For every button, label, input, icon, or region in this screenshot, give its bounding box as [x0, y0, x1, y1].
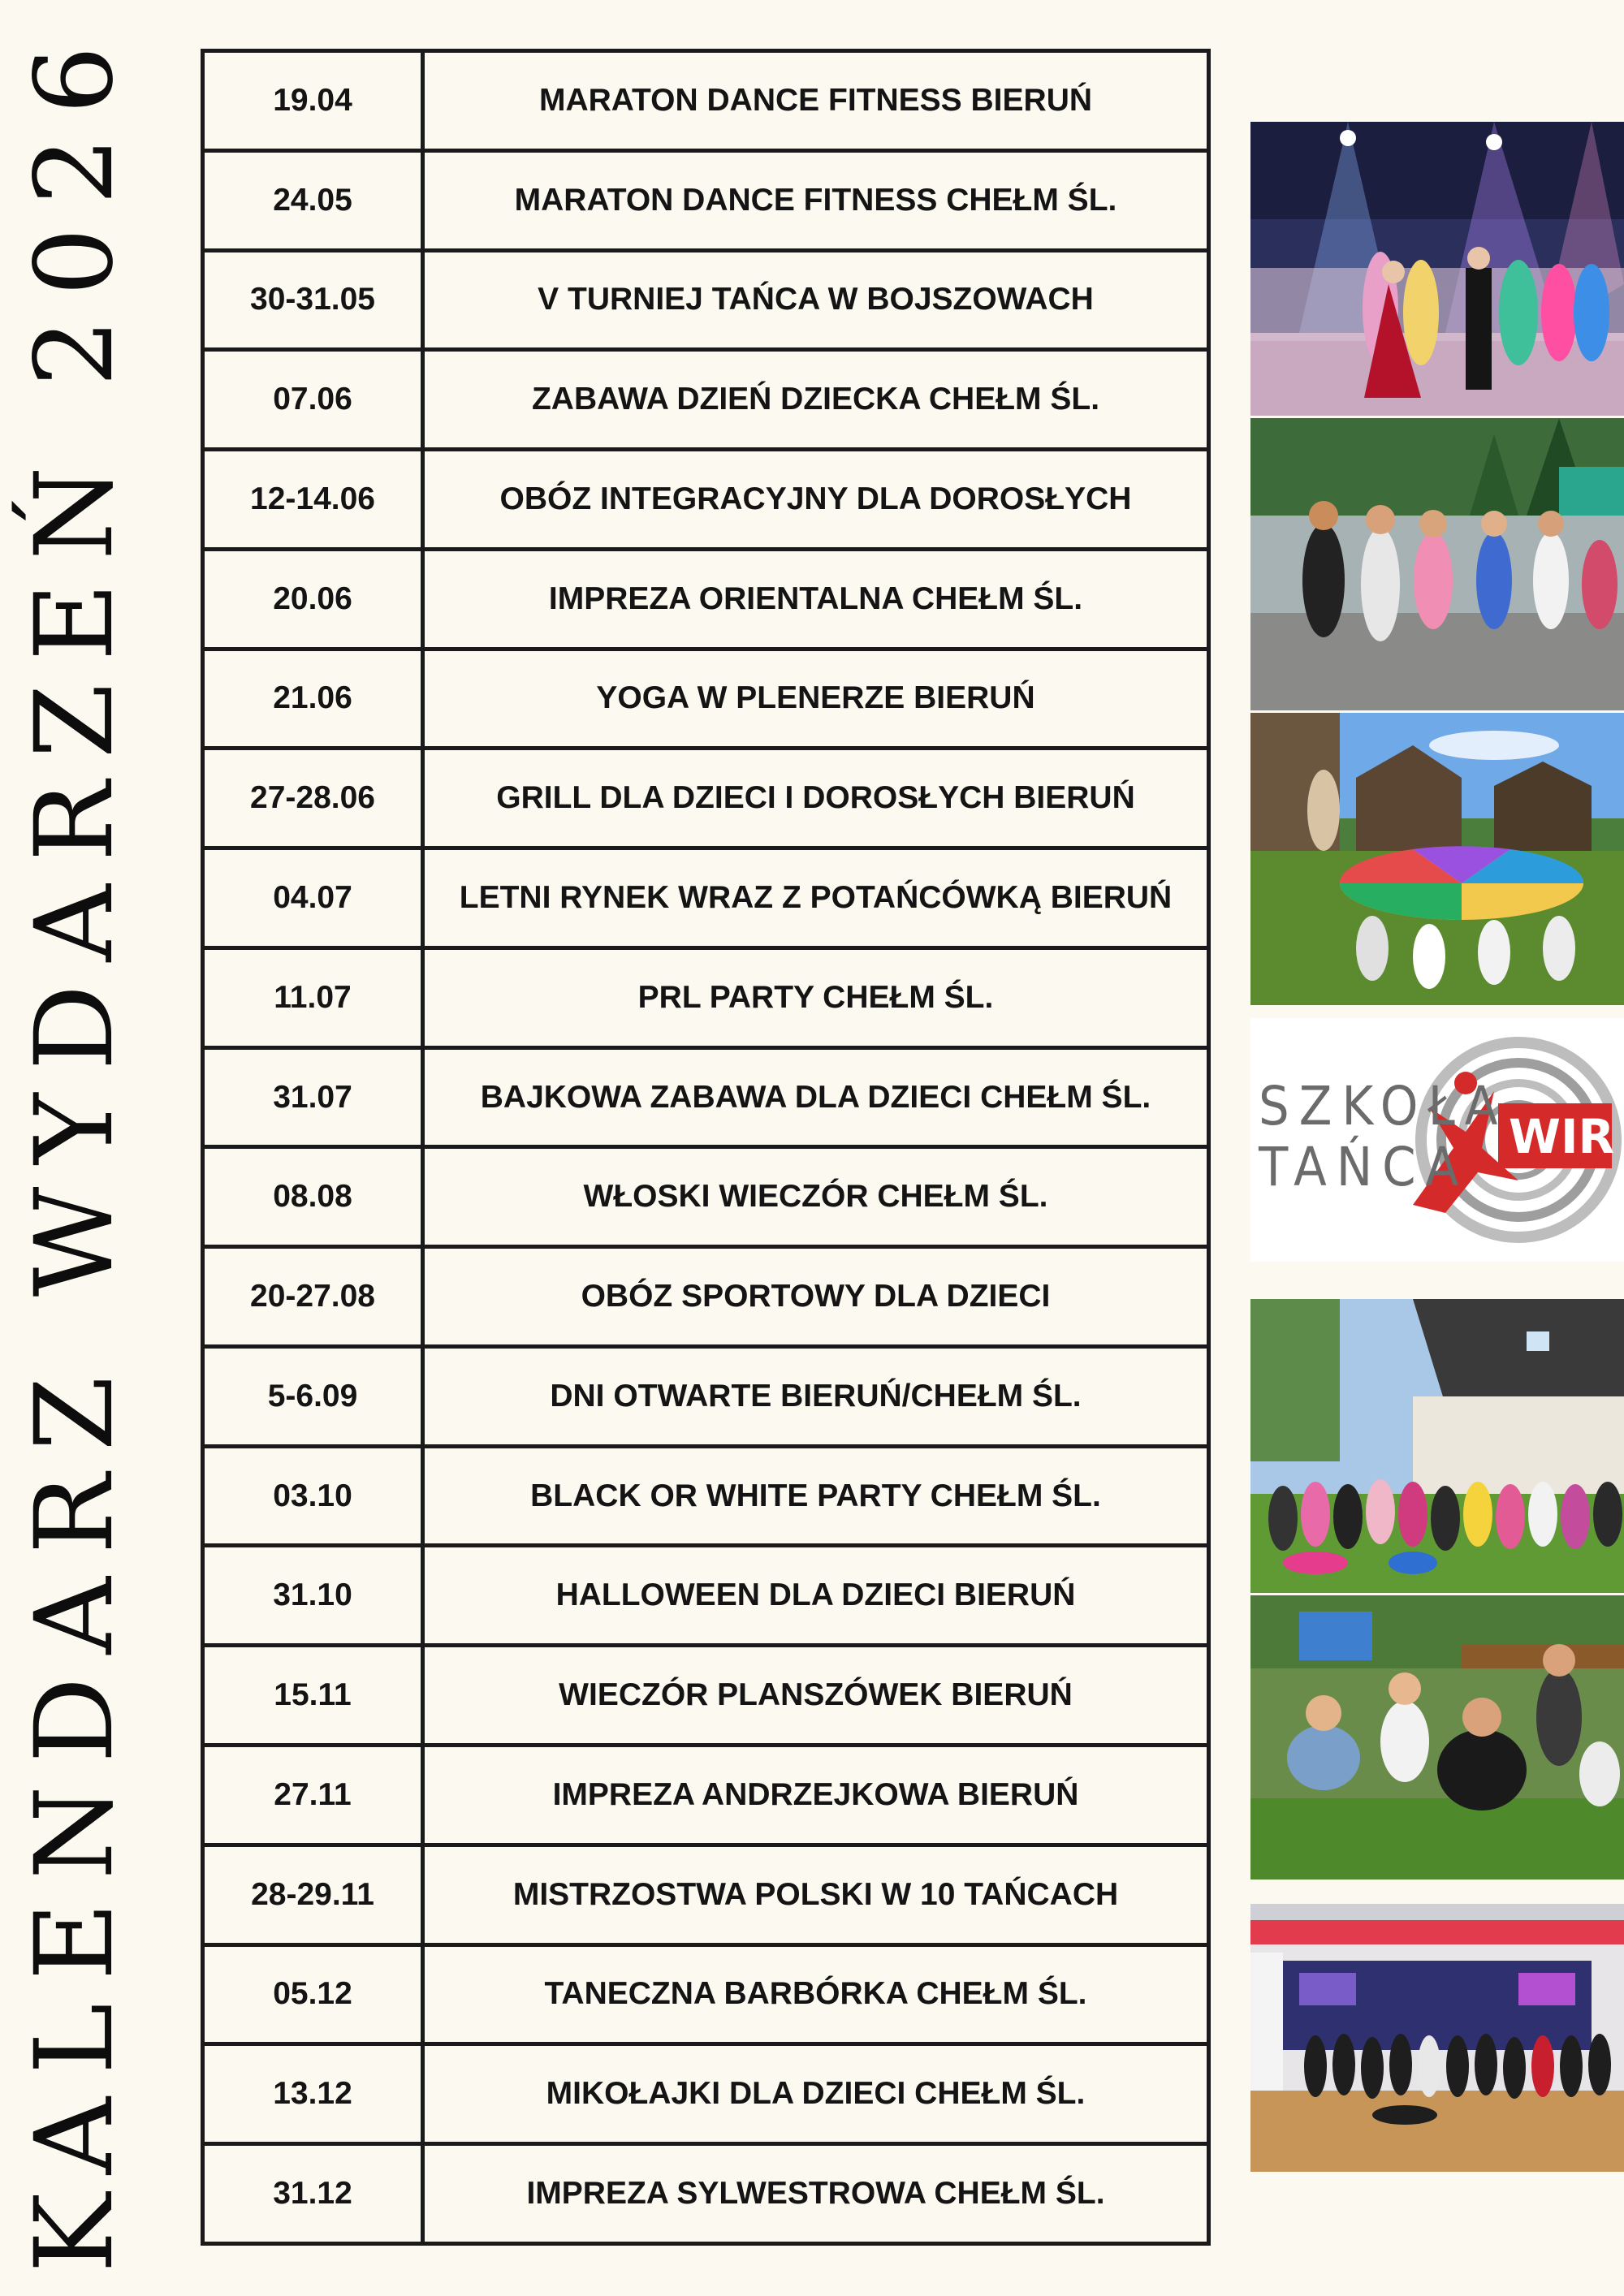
event-row: [203, 2044, 1209, 2144]
event-row: [203, 1944, 1209, 2044]
event-name: OBÓZ INTEGRACYJNY DLA DOROSŁYCH: [423, 450, 1209, 550]
event-row: [203, 1346, 1209, 1446]
logo-line1: SZKOŁA: [1259, 1075, 1508, 1137]
event-name: MARATON DANCE FITNESS BIERUŃ: [423, 51, 1209, 151]
event-name: IMPREZA ORIENTALNA CHEŁM ŚL.: [423, 549, 1209, 649]
event-date: 24.05: [203, 150, 423, 250]
event-date: 08.08: [203, 1147, 423, 1247]
event-row: [203, 350, 1209, 450]
event-name: OBÓZ SPORTOWY DLA DZIECI: [423, 1247, 1209, 1347]
event-date: 04.07: [203, 848, 423, 948]
event-name: GRILL DLA DZIECI I DOROSŁYCH BIERUŃ: [423, 749, 1209, 848]
event-name: MARATON DANCE FITNESS CHEŁM ŚL.: [423, 150, 1209, 250]
event-date: 05.12: [203, 1944, 423, 2044]
event-name: WŁOSKI WIECZÓR CHEŁM ŚL.: [423, 1147, 1209, 1247]
event-date: 30-31.05: [203, 250, 423, 350]
event-date: 15.11: [203, 1646, 423, 1746]
event-date: 31.10: [203, 1546, 423, 1646]
event-name: IMPREZA ANDRZEJKOWA BIERUŃ: [423, 1746, 1209, 1845]
event-name: MIKOŁAJKI DLA DZIECI CHEŁM ŚL.: [423, 2044, 1209, 2144]
event-row: [203, 1746, 1209, 1845]
event-name: V TURNIEJ TAŃCA W BOJSZOWACH: [423, 250, 1209, 350]
event-row: [203, 749, 1209, 848]
photo-group-house: [1250, 1299, 1624, 1593]
event-name: HALLOWEEN DLA DZIECI BIERUŃ: [423, 1546, 1209, 1646]
page-title: KALENDARZ WYDARZEŃ 2026: [12, 23, 137, 2273]
event-name: IMPREZA SYLWESTROWA CHEŁM ŚL.: [423, 2144, 1209, 2244]
photo-ballroom-group: [1250, 1904, 1624, 2172]
logo-line2: TAŃCA: [1259, 1136, 1469, 1198]
event-date: 12-14.06: [203, 450, 423, 550]
event-date: 19.04: [203, 51, 423, 151]
photo-ballroom-show: [1250, 122, 1624, 416]
event-date: 07.06: [203, 350, 423, 450]
event-row: [203, 2144, 1209, 2244]
event-row: [203, 450, 1209, 550]
event-name: MISTRZOSTWA POLSKI W 10 TAŃCACH: [423, 1845, 1209, 1944]
event-row: [203, 649, 1209, 749]
event-row: [203, 947, 1209, 1047]
event-row: [203, 51, 1209, 151]
event-row: [203, 250, 1209, 350]
event-date: 27-28.06: [203, 749, 423, 848]
event-row: [203, 549, 1209, 649]
photo-outdoor-dance: [1250, 418, 1624, 710]
event-date: 20.06: [203, 549, 423, 649]
photo-kids-parachute: [1250, 713, 1624, 1005]
photo-kids-outdoors: [1250, 1595, 1624, 1880]
event-date: 03.10: [203, 1446, 423, 1546]
event-name: DNI OTWARTE BIERUŃ/CHEŁM ŚL.: [423, 1346, 1209, 1446]
event-row: [203, 1147, 1209, 1247]
event-row: [203, 1247, 1209, 1347]
event-row: [203, 1546, 1209, 1646]
event-date: 5-6.09: [203, 1346, 423, 1446]
event-date: 31.12: [203, 2144, 423, 2244]
event-date: 13.12: [203, 2044, 423, 2144]
event-name: PRL PARTY CHEŁM ŚL.: [423, 947, 1209, 1047]
event-name: LETNI RYNEK WRAZ Z POTAŃCÓWKĄ BIERUŃ: [423, 848, 1209, 948]
events-table: [201, 49, 1211, 2246]
event-row: [203, 848, 1209, 948]
event-date: 31.07: [203, 1047, 423, 1147]
event-row: [203, 1845, 1209, 1944]
school-logo: [1250, 1018, 1624, 1262]
event-name: BLACK OR WHITE PARTY CHEŁM ŚL.: [423, 1446, 1209, 1546]
event-date: 27.11: [203, 1746, 423, 1845]
event-name: WIECZÓR PLANSZÓWEK BIERUŃ: [423, 1646, 1209, 1746]
event-name: YOGA W PLENERZE BIERUŃ: [423, 649, 1209, 749]
event-name: TANECZNA BARBÓRKA CHEŁM ŚL.: [423, 1944, 1209, 2044]
event-row: [203, 1047, 1209, 1147]
event-name: ZABAWA DZIEŃ DZIECKA CHEŁM ŚL.: [423, 350, 1209, 450]
event-date: 28-29.11: [203, 1845, 423, 1944]
event-row: [203, 1646, 1209, 1746]
event-date: 21.06: [203, 649, 423, 749]
event-row: [203, 1446, 1209, 1546]
event-row: [203, 150, 1209, 250]
event-date: 20-27.08: [203, 1247, 423, 1347]
event-name: BAJKOWA ZABAWA DLA DZIECI CHEŁM ŚL.: [423, 1047, 1209, 1147]
event-date: 11.07: [203, 947, 423, 1047]
logo-brand: WIR: [1509, 1109, 1615, 1164]
